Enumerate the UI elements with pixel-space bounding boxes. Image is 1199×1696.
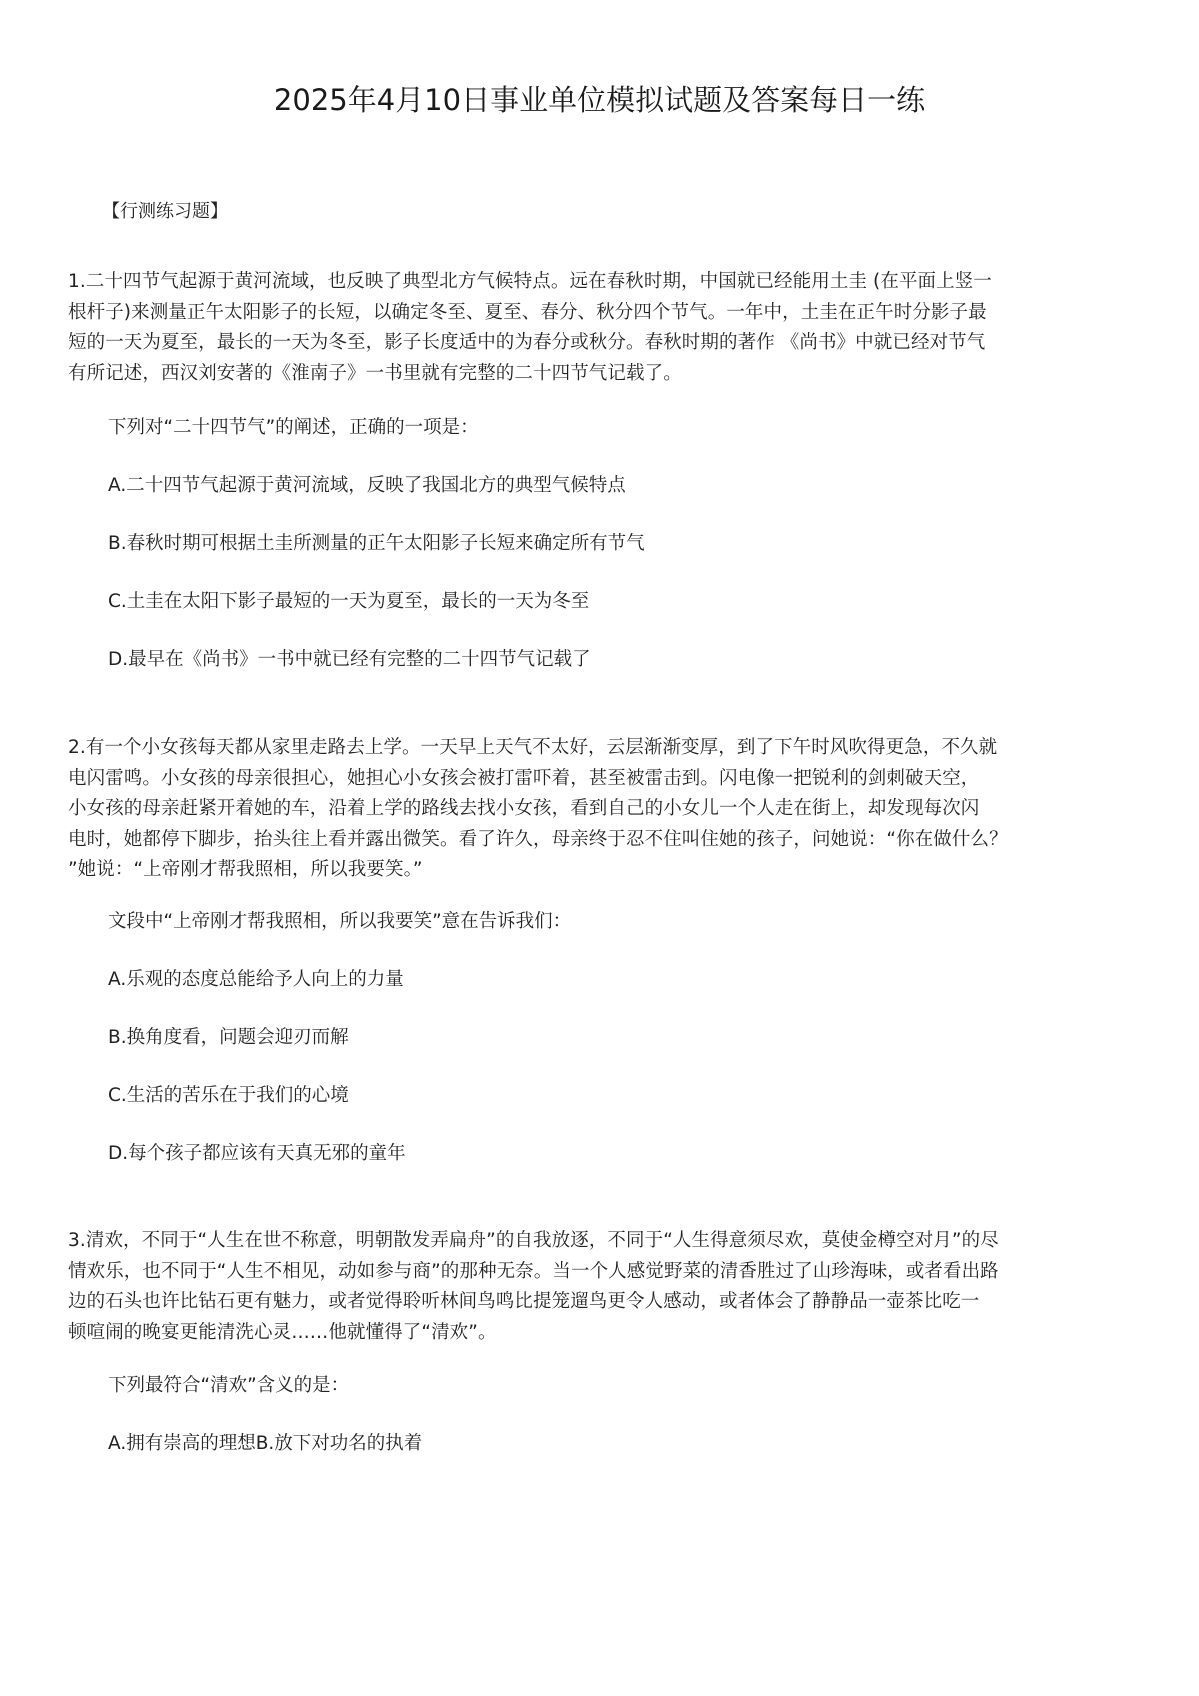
option-b: B.春秋时期可根据土圭所测量的正午太阳影子长短来确定所有节气	[108, 533, 645, 554]
stem-line: 根杆子)来测量正午太阳影子的长短，以确定冬至、夏至、春分、秋分四个节气。一年中，土圭在正午时分影子最	[68, 301, 987, 323]
stem-line: 1.二十四节气起源于黄河流域，也反映了典型北方气候特点。远在春秋时期，中国就已经能用土圭 (在平面上竖一	[68, 271, 992, 292]
stem-line: 电时，她都停下脚步，抬头往上看并露出微笑。看了许久，母亲终于忍不住叫住她的孩子，问她说：“你在做什么？	[68, 828, 1008, 850]
stem-line: ”她说：“上帝刚才帮我照相，所以我要笑。”	[68, 859, 423, 880]
question-prompt: 下列对“二十四节气”的阐述，正确的一项是：	[108, 417, 479, 438]
stem-line: 情欢乐，也不同于“人生不相见，动如参与商”的那种无奈。当一个人感觉野菜的清香胜过了山珍海味，或者看出路	[68, 1260, 999, 1282]
stem-line: 2.有一个小女孩每天都从家里走路去上学。一天早上天气不太好，云层渐渐变厚，到了下午时风吹得更急，不久就	[68, 737, 998, 758]
question-prompt: 下列最符合“清欢”含义的是：	[108, 1375, 350, 1396]
option-c: C.生活的苦乐在于我们的心境	[108, 1085, 349, 1106]
option-c: C.土圭在太阳下影子最短的一天为夏至，最长的一天为冬至	[108, 591, 590, 612]
option-d: D.最早在《尚书》一书中就已经有完整的二十四节气记载了	[108, 649, 591, 670]
stem-line: 短的一天为夏至，最长的一天为冬至，影子长度适中的为春分或秋分。春秋时期的著作 《尚书》中就已经对节气	[68, 332, 986, 353]
stem-line: 有所记述，西汉刘安著的《淮南子》一书里就有完整的二十四节气记载了。	[68, 362, 682, 384]
stem-line: 小女孩的母亲赶紧开着她的车，沿着上学的路线去找小女孩，看到自己的小女儿一个人走在街上，却发现每次闪	[68, 798, 980, 819]
question-stem	[68, 733, 1143, 886]
page-title: 2025年4月10日事业单位模拟试题及答案每日一练	[273, 83, 926, 117]
section-label: 【行测练习题】	[102, 201, 228, 222]
option-b: B.换角度看，问题会迎刃而解	[108, 1027, 349, 1048]
stem-line: 顿喧闹的晚宴更能清洗心灵……他就懂得了“清欢”。	[68, 1321, 497, 1343]
option-d: D.每个孩子都应该有天真无邪的童年	[108, 1143, 406, 1164]
stem-line: 电闪雷鸣。小女孩的母亲很担心，她担心小女孩会被打雷吓着，甚至被雷击到。闪电像一把锐利的剑刺破天空，	[68, 767, 980, 789]
option-a: A.乐观的态度总能给予人向上的力量	[108, 969, 404, 990]
question-stem	[68, 267, 1143, 389]
question-prompt: 文段中“上帝刚才帮我照相，所以我要笑”意在告诉我们：	[108, 911, 572, 932]
stem-line: 3.清欢，不同于“人生在世不称意，明朝散发弄扁舟”的自我放逐，不同于“人生得意须尽欢，莫使金樽空对月”的尽	[68, 1230, 999, 1251]
option-a-b: A.拥有崇高的理想B.放下对功名的执着	[108, 1433, 423, 1454]
stem-line: 边的石头也许比钻石更有魅力，或者觉得聆听林间鸟鸣比提笼遛鸟更令人感动，或者体会了静静品一壶茶比吃一	[68, 1291, 980, 1312]
option-a: A.二十四节气起源于黄河流域，反映了我国北方的典型气候特点	[108, 475, 626, 496]
question-stem	[68, 1226, 1143, 1348]
